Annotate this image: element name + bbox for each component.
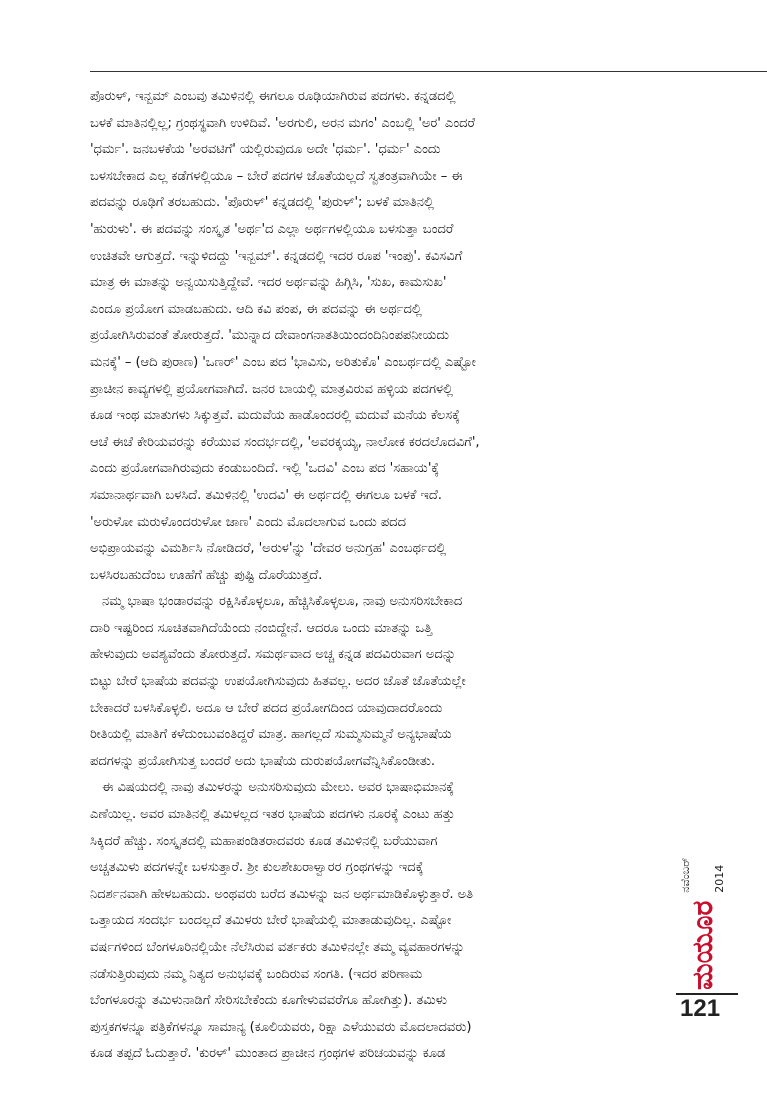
body-line: ಬೇಕಾದರೆ ಬಳಸಿಕೊಳ್ಳಲಿ. ಅದೂ ಆ ಬೇರೆ ಪದದ ಪ್ರಯೋಗದಿಂದ ಯಾವುದಾದರೊಂದು <box>90 700 443 716</box>
body-line: ನಿದರ್ಶನವಾಗಿ ಹೇಳಬಹುದು. ಅಂಥವರು ಬರೆದ ತಮಿಳನ್ನು ಜನ ಅರ್ಥಮಾಡಿಕೊಳ್ಳುತ್ತಾರೆ. ಅತಿ <box>90 886 474 902</box>
body-line: ಪೊರುಳ್, ಇನ್ಬಮ್ ಎಂಬವು ತಮಿಳಿನಲ್ಲಿ ಈಗಲೂ ರೂಢಿಯಾಗಿರುವ ಪದಗಳು. ಕನ್ನಡದಲ್ಲಿ <box>90 89 456 104</box>
body-line: 'ಅರುಳೋ ಮರುಳೊಂದರುಳೋ ಜಾಣ' ಎಂದು ಮೊದಲಾಗುವ ಒಂದು ಪದದ <box>90 514 407 530</box>
body-line: ಹೇಳುವುದು ಅವಶ್ಯವೆಂದು ತೋರುತ್ತದೆ. ಸಮರ್ಥವಾದ ಅಚ್ಚ ಕನ್ನಡ ಪದವಿರುವಾಗ ಅದನ್ನು <box>90 647 457 663</box>
body-line: ಬಳಸಿರಬಹುದೆಂಬ ಊಹೆಗೆ ಹೆಚ್ಚು ಪುಷ್ಟಿ ದೊರೆಯುತ್ತದೆ. <box>90 567 323 583</box>
body-line: ಆಚೆ ಈಚೆ ಕೇರಿಯವರನ್ನು ಕರೆಯುವ ಸಂದರ್ಭದಲ್ಲಿ, 'ಅವರಕ್ಕಯ್ಯ, ನಾಲೋಕ ಕರದಲೊದವಿಗೆ', <box>90 434 480 450</box>
body-line: ಅಚ್ಚತಮಿಳು ಪದಗಳನ್ನೇ ಬಳಸುತ್ತಾರೆ. ಶ್ರೀ ಕುಲಶೇಖರಾಳ್ವಾರರ ಗ್ರಂಥಗಳನ್ನು ಇದಕ್ಕೆ <box>90 860 424 876</box>
body-line: ಎಣೆಯಿಲ್ಲ. ಅವರ ಮಾತಿನಲ್ಲಿ ತಮಿಳಲ್ಲದ ಇತರ ಭಾಷೆಯ ಪದಗಳು ನೂರಕ್ಕೆ ಎಂಟು ಹತ್ತು <box>90 807 455 823</box>
body-line: ಪುಸ್ತಕಗಳನ್ನೂ ಪತ್ರಿಕೆಗಳನ್ನೂ ಸಾಮಾನ್ಯ (ಕೂಲಿಯವರು, ರಿಕ್ಷಾ ಎಳೆಯುವರು ಮೊದಲಾದವರು) <box>90 1019 472 1035</box>
issue-date: ನವೆಂಬರ್ 2014 <box>679 857 726 893</box>
body-line: ರೀತಿಯಲ್ಲಿ ಮಾತಿಗೆ ಕಳೆದುಂಬುವಂತಿದ್ದರೆ ಮಾತ್ರ. ಹಾಗಲ್ಲದೆ ಸುಮ್ಮಸುಮ್ಮನೆ ಅನ್ಯಭಾಷೆಯ <box>90 727 452 743</box>
body-line: ಪದಗಳನ್ನು ಪ್ರಯೋಗಿಸುತ್ತ ಬಂದರೆ ಅದು ಭಾಷೆಯ ದುರುಪಯೋಗವೆನ್ನಿಸಿಕೊಂಡೀತು. <box>90 753 436 769</box>
body-line: ಸಿಕ್ಕಿದರೆ ಹೆಚ್ಚು. ಸಂಸ್ಕೃತದಲ್ಲಿ ಮಹಾಪಂಡಿತರಾದವರು ಕೂಡ ತಮಿಳಿನಲ್ಲಿ ಬರೆಯುವಾಗ <box>90 833 438 849</box>
body-line: ನಮ್ಮ ಭಾಷಾ ಭಂಡಾರವನ್ನು ರಕ್ಷಿಸಿಕೊಳ್ಳಲೂ, ಹೆಚ್ಚಿಸಿಕೊಳ್ಳಲೂ, ನಾವು ಅನುಸರಿಸಬೇಕಾದ <box>102 594 463 610</box>
page-number: 121 <box>680 995 721 1022</box>
body-line: ಬಿಟ್ಟು ಬೇರೆ ಭಾಷೆಯ ಪದವನ್ನು ಉಪಯೋಗಿಸುವುದು ಹಿತವಲ್ಲ. ಅದರ ಜೊತೆ ಜೊತೆಯಲ್ಲೇ <box>90 674 466 690</box>
magazine-name: ಮಯೂರ <box>686 900 719 990</box>
body-line: ಸಮಾನಾರ್ಥವಾಗಿ ಬಳಸಿದೆ. ತಮಿಳಿನಲ್ಲಿ 'ಉದವಿ' ಈ ಅರ್ಥದಲ್ಲಿ ಈಗಲೂ ಬಳಕೆ ಇದೆ. <box>90 487 442 503</box>
masthead-sidebar <box>679 840 726 990</box>
body-line: ಅಭಿಪ್ರಾಯವನ್ನು ವಿಮರ್ಶಿಸಿ ನೋಡಿದರೆ, 'ಅರುಳ'ನ್ನು 'ದೇವರ ಅನುಗ್ರಹ' ಎಂಬರ್ಥದಲ್ಲಿ <box>90 541 447 557</box>
body-line: 'ಹುರುಳು'. ಈ ಪದವನ್ನು ಸಂಸ್ಕೃತ 'ಅರ್ಥ'ದ ಎಲ್ಲಾ ಅರ್ಥಗಳಲ್ಲಿಯೂ ಬಳಸುತ್ತಾ ಬಂದರೆ <box>90 221 454 237</box>
body-line: ಬಳಸಬೇಕಾದ ಎಲ್ಲ ಕಡೆಗಳಲ್ಲಿಯೂ – ಬೇರೆ ಪದಗಳ ಜೊತೆಯಲ್ಲದೆ ಸ್ವತಂತ್ರವಾಗಿಯೇ – ಈ <box>90 168 463 184</box>
body-line: ಕೂಡ ಇಂಥ ಮಾತುಗಳು ಸಿಕ್ಕುತ್ತವೆ. ಮದುವೆಯ ಹಾಡೊಂದರಲ್ಲಿ ಮದುವೆ ಮನೆಯ ಕೆಲಸಕ್ಕೆ <box>90 408 460 424</box>
body-line: ಎಂದೂ ಪ್ರಯೋಗ ಮಾಡಬಹುದು. ಆದಿ ಕವಿ ಪಂಪ, ಈ ಪದವನ್ನು ಈ ಅರ್ಥದಲ್ಲಿ <box>90 301 422 317</box>
body-line: ಕೂಡ ತಪ್ಪದೆ ಓದುತ್ತಾರೆ. 'ಕುರಳ್' ಮುಂತಾದ ಪ್ರಾಚೀನ ಗ್ರಂಥಗಳ ಪರಿಚಯವನ್ನು ಕೂಡ <box>90 1046 446 1062</box>
body-line: 'ಧರ್ಮ'. ಜನಬಳಕೆಯ 'ಅರವಟಿಗೆ' ಯಲ್ಲಿರುವುದೂ ಅದೇ 'ಧರ್ಮ'. 'ಧರ್ಮ' ಎಂದು <box>90 142 441 158</box>
body-line: ಎಂದು ಪ್ರಯೋಗವಾಗಿರುವುದು ಕಂಡುಬಂದಿದೆ. ಇಲ್ಲಿ 'ಒದವಿ' ಎಂಬ ಪದ 'ಸಹಾಯ'ಕ್ಕೆ <box>90 461 439 477</box>
body-line: ಮಾತ್ರ ಈ ಮಾತನ್ನು ಅನ್ವಯಿಸುತ್ತಿದ್ದೇವೆ. ಇದರ ಅರ್ಥವನ್ನು ಹಿಗ್ಗಿಸಿ, 'ಸುಖ, ಕಾಮಸುಖ' <box>90 275 447 291</box>
body-line: ದಾರಿ ಇಷ್ಟರಿಂದ ಸೂಚಿತವಾಗಿದೆಯೆಂದು ನಂಬಿದ್ದೇನೆ. ಆದರೂ ಒಂದು ಮಾತನ್ನು ಒತ್ತಿ <box>90 620 433 636</box>
body-line: ಬಳಕೆ ಮಾತಿನಲ್ಲಿಲ್ಲ; ಗ್ರಂಥಸ್ಥವಾಗಿ ಉಳಿದಿವೆ. 'ಅರಗುಲಿ, ಅರನ ಮಗಂ' ಎಂಬಲ್ಲಿ 'ಅರ' ಎಂದರೆ <box>90 115 475 131</box>
body-line: ನಡೆಸುತ್ತಿರುವುದು ನಮ್ಮ ನಿತ್ಯದ ಅನುಭವಕ್ಕೆ ಬಂದಿರುವ ಸಂಗತಿ. (ಇದರ ಪರಿಣಾಮ <box>90 966 423 982</box>
body-line: ಬೆಂಗಳೂರನ್ನು ತಮಿಳುನಾಡಿಗೆ ಸೇರಿಸಬೇಕೆಂದು ಕೂಗೇಳುವವರೆಗೂ ಹೋಗಿತ್ತು). ತಮಿಳು <box>90 993 448 1009</box>
article-body <box>90 84 668 1068</box>
body-line: ಉಚಿತವೇ ಆಗುತ್ತದೆ. ಇನ್ನುಳಿದದ್ದು 'ಇನ್ಬಮ್'. ಕನ್ನಡದಲ್ಲಿ ಇದರ ರೂಪ 'ಇಂಪು'. ಕವಿಸವಿಗೆ <box>90 248 463 264</box>
body-line: ವರ್ಷಗಳಿಂದ ಬೆಂಗಳೂರಿನಲ್ಲಿಯೇ ನೆಲೆಸಿರುವ ವರ್ತಕರು ತಮಿಳಿನಲ್ಲೇ ತಮ್ಮ ವ್ಯವಹಾರಗಳನ್ನು <box>90 940 465 955</box>
body-line: ಪ್ರಾಚೀನ ಕಾವ್ಯಗಳಲ್ಲಿ ಪ್ರಯೋಗವಾಗಿದೆ. ಜನರ ಬಾಯಲ್ಲಿ ಮಾತ್ರವಿರುವ ಹಳ್ಳಿಯ ಪದಗಳಲ್ಲಿ <box>90 381 453 397</box>
body-line: ಮನಕ್ಕೆ' – (ಆದಿ ಪುರಾಣ) 'ಒಣರ್' ಎಂಬ ಪದ 'ಭಾವಿಸು, ಅರಿತುಕೊ' ಎಂಬರ್ಥದಲ್ಲಿ ಎಷ್ಟೋ <box>90 354 476 370</box>
top-divider-rule <box>90 71 767 72</box>
body-line: ಈ ವಿಷಯದಲ್ಲಿ ನಾವು ತಮಿಳರನ್ನು ಅನುಸರಿಸುವುದು ಮೇಲು. ಅವರ ಭಾಷಾಭಿಮಾನಕ್ಕೆ <box>102 780 454 796</box>
body-line: ಒತ್ತಾಯದ ಸಂದರ್ಭ ಬಂದಲ್ಲದೆ ತಮಿಳರು ಬೇರೆ ಭಾಷೆಯಲ್ಲಿ ಮಾತಾಡುವುದಿಲ್ಲ. ಎಷ್ಟೋ <box>90 913 452 929</box>
body-line: ಪದವನ್ನು ರೂಢಿಗೆ ತರಬಹುದು. 'ಪೊರುಳ್' ಕನ್ನಡದಲ್ಲಿ 'ಪುರುಳ್'; ಬಳಕೆ ಮಾತಿನಲ್ಲಿ <box>90 195 434 211</box>
body-line: ಪ್ರಯೋಗಿಸಿರುವಂತೆ ತೋರುತ್ತದೆ. 'ಮುನ್ನಾದ ದೇವಾಂಗನಾತತಿಯಿಂದಂದಿನಿಂಪಪನೀಯದು <box>90 328 449 344</box>
